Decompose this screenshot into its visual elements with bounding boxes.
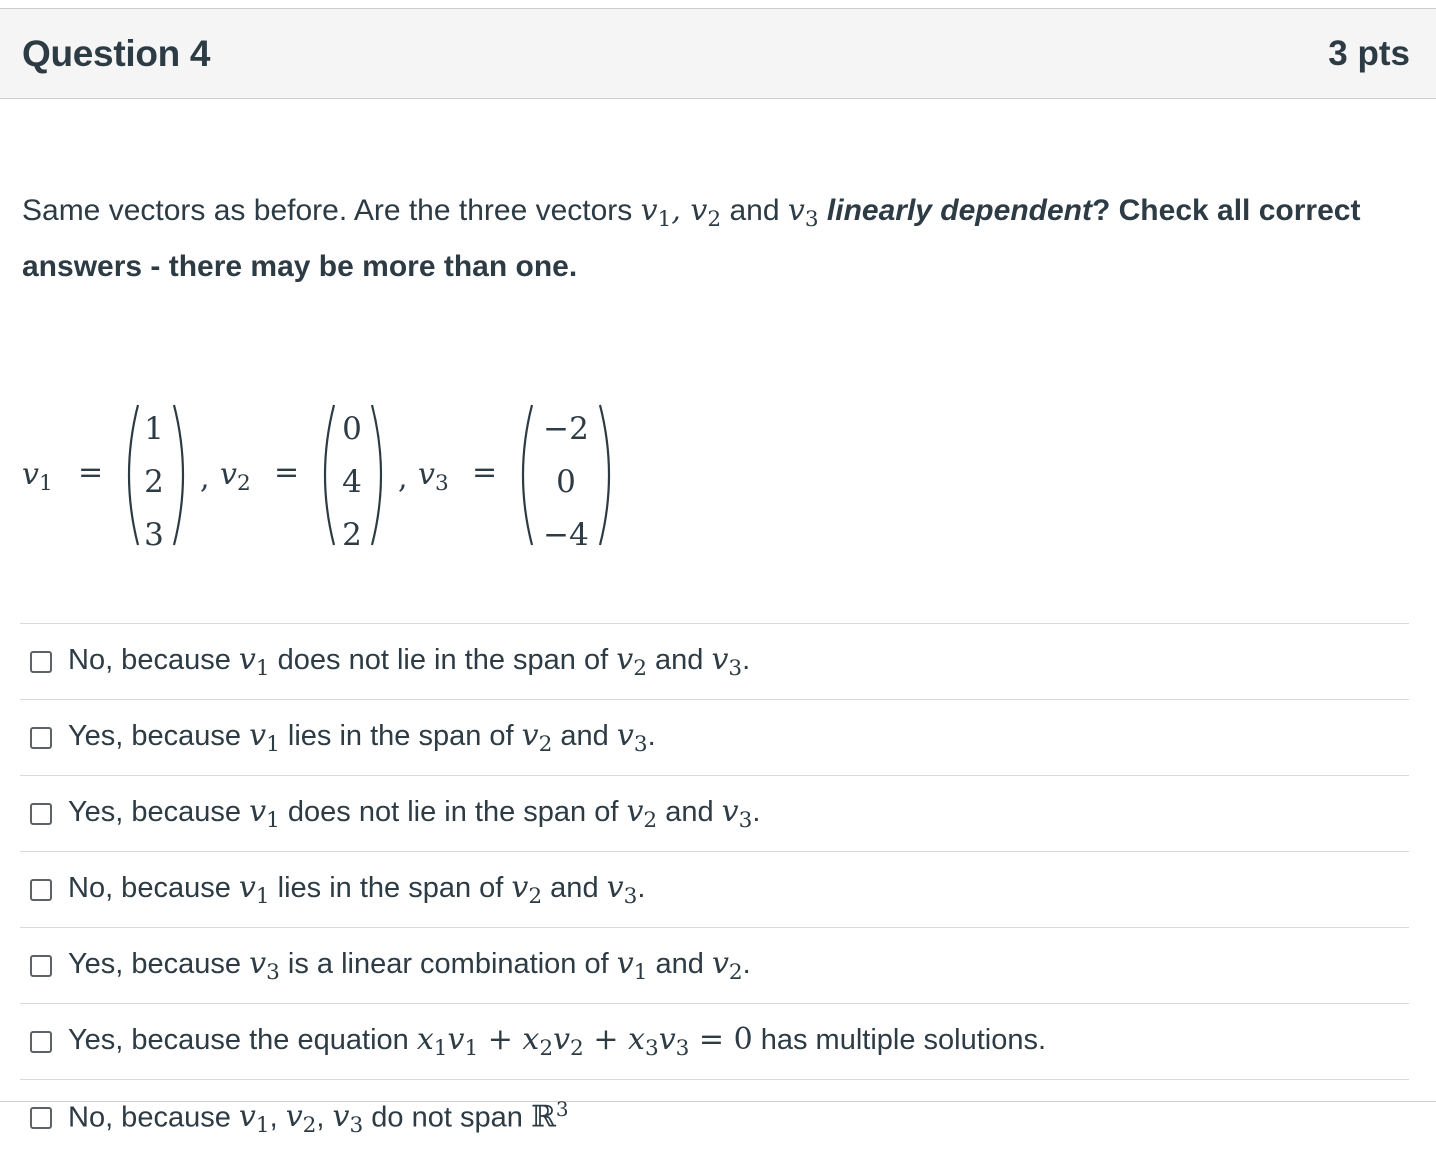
answer-text: has multiple solutions. xyxy=(752,1023,1047,1056)
answer-text: Yes, because xyxy=(68,795,250,828)
prompt-text-intro: Same vectors as before. Are the three vectors xyxy=(22,194,641,227)
answer-text: is a linear combination of xyxy=(279,947,617,980)
prompt-v1: $v_1$ xyxy=(640,193,672,233)
answer-text: and xyxy=(657,795,722,828)
answer-option[interactable] xyxy=(20,927,1409,1003)
answer-label xyxy=(68,946,751,985)
math-variable: $v_3$ xyxy=(249,945,280,986)
equals-sign: = xyxy=(78,455,104,490)
vector-entry: −4 xyxy=(543,517,589,553)
answer-text: and xyxy=(542,871,607,904)
answer-option[interactable] xyxy=(20,623,1409,699)
answer-text: . xyxy=(637,871,646,904)
right-paren-v1 xyxy=(170,401,194,549)
answer-text: and xyxy=(646,643,712,676)
prompt-comma: , xyxy=(671,193,691,228)
answer-label xyxy=(68,794,760,833)
answer-checkbox[interactable] xyxy=(30,879,52,901)
question-points: 3 pts xyxy=(1328,33,1410,73)
vector-entry: 1 xyxy=(144,411,164,447)
answer-label xyxy=(68,1097,569,1139)
math-variable: $v_3$ xyxy=(616,717,648,758)
vector-label-v3: $v_3$ xyxy=(418,457,449,497)
answer-text: , xyxy=(269,1101,286,1134)
answer-text: Yes, because xyxy=(68,947,250,980)
answer-label xyxy=(68,870,645,909)
answer-text: No, because xyxy=(68,1101,239,1134)
math-variable: $v_2$ xyxy=(626,793,658,834)
math-symbol: ℝ xyxy=(530,1099,556,1135)
answer-text: , xyxy=(316,1101,333,1134)
math-variable: $x_1$ xyxy=(416,1021,448,1062)
math-symbol: + xyxy=(583,1021,629,1057)
prompt-v3: $v_3$ xyxy=(787,193,819,233)
vector-entry: 0 xyxy=(556,464,576,500)
vector-entry: 2 xyxy=(144,464,164,500)
math-symbol: + xyxy=(478,1021,523,1057)
answer-option[interactable] xyxy=(20,1003,1409,1079)
answer-options xyxy=(20,623,1409,1155)
answer-text: Yes, because the equation xyxy=(68,1023,417,1056)
math-variable: $v_3$ xyxy=(606,869,638,910)
answer-text: and xyxy=(552,719,617,752)
answer-checkbox[interactable] xyxy=(30,651,52,673)
answer-text: do not span xyxy=(363,1101,531,1134)
math-variable: $v_2$ xyxy=(553,1021,584,1062)
answer-option[interactable] xyxy=(20,699,1409,775)
answer-text: and xyxy=(647,947,712,980)
comma: , xyxy=(200,461,210,496)
right-paren-v2 xyxy=(368,401,392,549)
vector-entry: 0 xyxy=(342,411,362,447)
answer-option[interactable] xyxy=(20,1079,1409,1155)
math-variable: $v_1$ xyxy=(249,793,280,834)
math-variable: $v_2$ xyxy=(616,641,647,682)
vector-definitions xyxy=(22,397,722,557)
math-superscript: 3 xyxy=(555,1096,569,1121)
math-variable: $v_2$ xyxy=(285,1099,317,1139)
math-variable: $v_3$ xyxy=(711,641,743,682)
answer-text: . xyxy=(742,947,751,980)
equals-sign: = xyxy=(472,455,498,490)
prompt-v2: $v_2$ xyxy=(690,193,722,233)
math-variable: $v_3$ xyxy=(332,1099,364,1139)
vector-entry: 4 xyxy=(342,464,362,500)
math-variable: $v_2$ xyxy=(521,717,553,758)
answer-checkbox[interactable] xyxy=(30,1031,52,1053)
math-variable: $v_2$ xyxy=(711,945,743,986)
answer-text: . xyxy=(752,795,761,828)
math-variable: $v_1$ xyxy=(249,717,280,758)
math-variable: $v_1$ xyxy=(616,945,648,986)
comma: , xyxy=(398,461,408,496)
vector-entry: 3 xyxy=(144,517,164,553)
answer-label xyxy=(68,718,656,757)
answer-text: No, because xyxy=(68,643,239,676)
answer-label xyxy=(68,1022,1046,1061)
prompt-emphasis: linearly dependent xyxy=(826,194,1092,227)
vector-label-v2: $v_2$ xyxy=(220,457,251,497)
prompt-text-instruction: ? Check all correct answers - there may be more than one. xyxy=(22,194,1361,284)
math-variable: $v_1$ xyxy=(447,1021,479,1062)
question-card xyxy=(0,8,1436,1139)
answer-label xyxy=(68,642,750,681)
math-variable: $v_1$ xyxy=(238,1099,270,1139)
answer-text: lies in the span of xyxy=(279,719,522,752)
answer-text: . xyxy=(742,643,751,676)
math-variable: $v_1$ xyxy=(238,869,270,910)
math-variable: $v_2$ xyxy=(511,869,543,910)
answer-checkbox[interactable] xyxy=(30,1107,52,1129)
question-prompt xyxy=(22,187,1402,290)
vector-v3-entries xyxy=(526,403,606,562)
math-variable: $v_3$ xyxy=(721,793,753,834)
vector-entry: 2 xyxy=(342,517,362,553)
prompt-and: and xyxy=(721,194,788,227)
math-symbol: = 0 xyxy=(689,1021,753,1057)
answer-checkbox[interactable] xyxy=(30,955,52,977)
equals-sign: = xyxy=(274,455,300,490)
answer-checkbox[interactable] xyxy=(30,727,52,749)
answer-option[interactable] xyxy=(20,851,1409,927)
right-paren-v3 xyxy=(596,401,620,549)
math-variable: $v_3$ xyxy=(658,1021,690,1062)
answer-text: No, because xyxy=(68,871,239,904)
answer-text: Yes, because xyxy=(68,719,250,752)
math-variable: $x_2$ xyxy=(522,1021,554,1062)
answer-checkbox[interactable] xyxy=(30,803,52,825)
math-variable: $x_3$ xyxy=(628,1021,659,1062)
question-header xyxy=(0,9,1436,99)
math-variable: $v_1$ xyxy=(238,641,270,682)
answer-text: does not lie in the span of xyxy=(279,795,627,828)
answer-text: lies in the span of xyxy=(269,871,512,904)
vector-entry: −2 xyxy=(543,411,589,447)
question-title: Question 4 xyxy=(22,32,211,74)
answer-text: . xyxy=(647,719,656,752)
answer-option[interactable] xyxy=(20,775,1409,851)
answer-text: does not lie in the span of xyxy=(269,643,617,676)
vector-label-v1: $v_1$ xyxy=(22,457,53,497)
